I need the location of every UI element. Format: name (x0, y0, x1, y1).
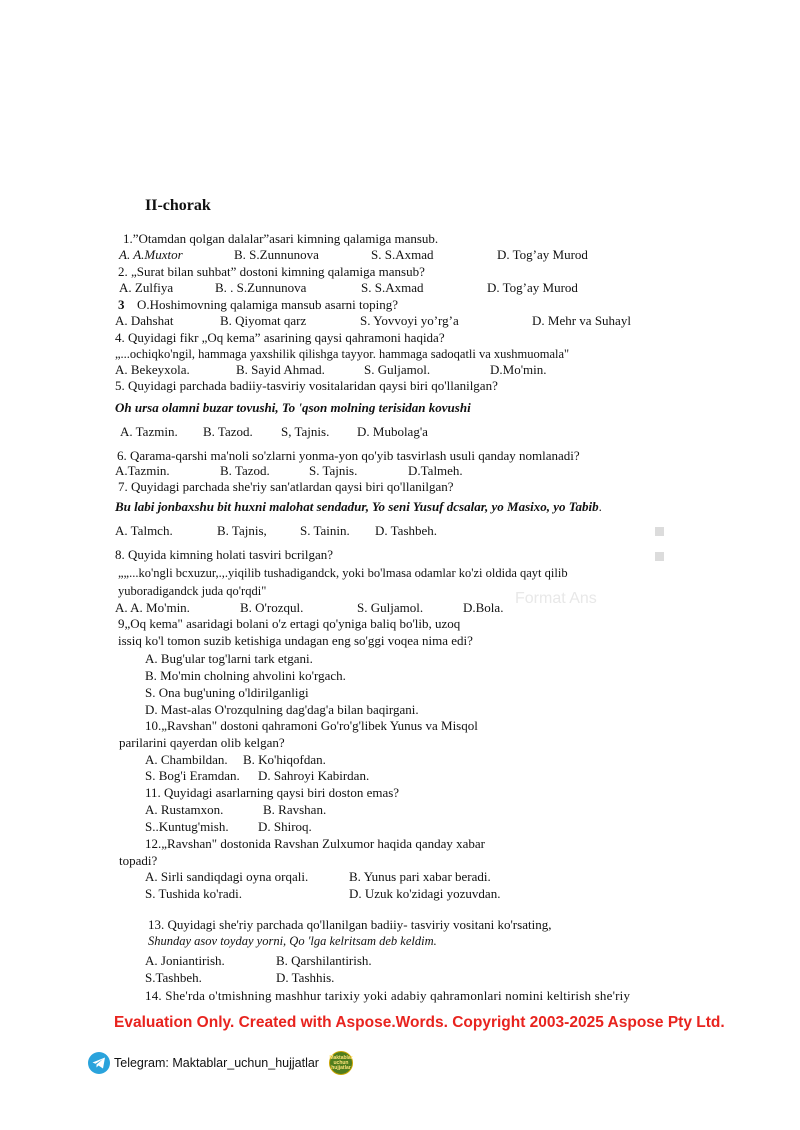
question-10-line-2: parilarini qayerdan olib kelgan? (119, 735, 285, 750)
q5-option-a: A. Tazmin. (120, 424, 178, 439)
telegram-channel-link[interactable]: Telegram: Maktablar_uchun_hujjatlar (114, 1056, 319, 1070)
q8-option-d: D.Bola. (463, 600, 504, 615)
question-9-line-1: 9„Oq kema" asaridagi bolani o'z ertagi qo'yniga baliq bo'lib, uzoq (118, 616, 461, 631)
q1-option-c: S. S.Axmad (371, 247, 434, 262)
q11-option-c: S..Kuntug'mish. (145, 819, 229, 834)
q5-quote: Oh ursa olamni buzar tovushi, To 'qson molning terisidan kovushi (115, 400, 471, 415)
question-5: 5. Quyidagi parchada badiiy-tasviriy vositalaridan qaysi biri qo'llanilgan? (115, 378, 498, 393)
q12-option-d: D. Uzuk ko'zidagi yozuvdan. (349, 886, 501, 901)
q9-option-c: S. Ona bug'uning o'ldirilganligi (145, 685, 309, 700)
q5-option-c: S, Tajnis. (281, 424, 330, 439)
q12-option-c: S. Tushida ko'radi. (145, 886, 242, 901)
question-12-line-2: topadi? (119, 853, 158, 868)
q11-option-b: B. Ravshan. (263, 802, 327, 817)
question-13: 13. Quyidagi she'riy parchada qo'llanilgan badiiy- tasviriy vositani ko'rsating, (148, 917, 552, 932)
question-6: 6. Qarama-qarshi ma'noli so'zlarni yonma-yon qo'yib tasvirlash usuli qanday nomlanadi? (117, 448, 580, 463)
q4-quote: „...ochiqko'ngil, hammaga yaxshilik qilishga tayyor. hammaga sadoqatli va xushmuomala" (115, 347, 570, 361)
question-9-line-2: issiq ko'l tomon suzib ketishiga undagan eng so'ggi voqea nima edi? (118, 633, 473, 648)
q4-option-b: B. Sayid Ahmad. (236, 362, 325, 377)
q3-option-b: B. Qiyomat qarz (220, 313, 307, 328)
question-8: 8. Quyida kimning holati tasviri bcrilgan? (115, 547, 334, 562)
q1-option-a: A. A.Muxtor (119, 247, 183, 262)
q13-option-d: D. Tashhis. (276, 970, 335, 985)
faint-square-mark (655, 552, 664, 561)
faint-square-mark (655, 527, 664, 536)
question-1: 1.”Otamdan qolgan dalalar”asari kimning qalamiga mansub. (123, 231, 439, 246)
q3-option-a: A. Dahshat (115, 313, 174, 328)
question-3: O.Hoshimovning qalamiga mansub asarni toping? (137, 297, 399, 312)
q8-quote-line-1: „„...ko'ngli bcxuzur,.,.yiqilib tushadigandck, yoki bo'lmasa odamlar ko'zi oldida qayt qilib (118, 566, 568, 580)
q7-option-d: D. Tashbeh. (375, 523, 438, 538)
q7-option-a: A. Talmch. (115, 523, 173, 538)
q3-option-c: S. Yovvoyi yo’rg’a (360, 313, 459, 328)
q8-option-b: B. O'rozqul. (240, 600, 304, 615)
q10-option-c: S. Bog'i Eramdan. (145, 768, 240, 783)
q11-option-d: D. Shiroq. (258, 819, 312, 834)
q6-option-b: B. Tazod. (220, 463, 270, 478)
q7-option-c: S. Tainin. (300, 523, 350, 538)
q12-option-b: B. Yunus pari xabar beradi. (349, 869, 491, 884)
q4-option-d: D.Mo'min. (490, 362, 547, 377)
q5-option-d: D. Mubolag'a (357, 424, 428, 439)
q7-quote: Bu labi jonbaxshu bit huxni malohat sendadur, Yo seni Yusuf dcsalar, yo Masixo, yo Tabib (115, 499, 599, 514)
question-2: 2. „Surat bilan suhbat” dostoni kimning qalamiga mansub? (118, 264, 425, 279)
question-14: 14. She'rda o'tmishning mashhur tarixiy yoki adabiy qahramonlari nomini keltirish she'riy (145, 988, 631, 1003)
q9-option-b: B. Mo'min cholning ahvolini ko'rgach. (145, 668, 346, 683)
q2-option-b: B. . S.Zunnunova (215, 280, 307, 295)
question-3-number: 3 (118, 297, 125, 312)
question-7: 7. Quyidagi parchada she'riy san'atlardan qaysi biri qo'llanilgan? (118, 479, 454, 494)
q4-option-a: A. Bekeyxola. (115, 362, 190, 377)
q9-option-d: D. Mast-alas O'rozqulning dag'dag'a bilan baqirgani. (145, 702, 419, 717)
q4-option-c: S. Guljamol. (364, 362, 431, 377)
page-title: II-chorak (145, 197, 211, 214)
faint-background-watermark: Format Ans (515, 590, 597, 607)
q2-option-c: S. S.Axmad (361, 280, 424, 295)
channel-logo: Maktablar uchun hujjatlar (329, 1051, 353, 1075)
question-11: 11. Quyidagi asarlarning qaysi biri doston emas? (145, 785, 400, 800)
q9-option-a: A. Bug'ular tog'larni tark etgani. (145, 651, 313, 666)
q3-option-d: D. Mehr va Suhayl (532, 313, 631, 328)
q7-quote-period: . (598, 499, 602, 514)
q8-option-a: A. A. Mo'min. (115, 600, 190, 615)
q6-option-a: A.Tazmin. (115, 463, 170, 478)
q13-quote: Shunday asov toyday yorni, Qo 'lga kelritsam deb keldim. (148, 934, 437, 948)
q13-option-c: S.Tashbeh. (145, 970, 202, 985)
q13-option-b: B. Qarshilantirish. (276, 953, 372, 968)
q2-option-a: A. Zulfiya (119, 280, 174, 295)
q10-option-a: A. Chambildan. (145, 752, 228, 767)
question-4: 4. Quyidagi fikr „Oq kema” asarining qaysi qahramoni haqida? (115, 330, 445, 345)
q1-option-b: B. S.Zunnunova (234, 247, 319, 262)
q6-option-d: D.Talmeh. (408, 463, 463, 478)
q6-option-c: S. Tajnis. (309, 463, 358, 478)
question-10-line-1: 10.„Ravshan" dostoni qahramoni Go'ro'g'libek Yunus va Misqol (145, 718, 478, 733)
q1-option-d: D. Tog’ay Murod (497, 247, 588, 262)
telegram-icon[interactable] (88, 1052, 110, 1074)
footer (88, 1050, 353, 1076)
q7-quote-line (115, 499, 602, 515)
question-12-line-1: 12.„Ravshan" dostonida Ravshan Zulxumor haqida qanday xabar (145, 836, 485, 851)
q10-option-b: B. Ko'hiqofdan. (243, 752, 326, 767)
q2-option-d: D. Tog’ay Murod (487, 280, 578, 295)
q13-option-a: A. Joniantirish. (145, 953, 225, 968)
q11-option-a: A. Rustamxon. (145, 802, 224, 817)
q12-option-a: A. Sirli sandiqdagi oyna orqali. (145, 869, 309, 884)
q8-quote-line-2: yuboradigandck juda qo'rqdi" (118, 584, 267, 598)
q5-option-b: B. Tazod. (203, 424, 253, 439)
q8-option-c: S. Guljamol. (357, 600, 424, 615)
q10-option-d: D. Sahroyi Kabirdan. (258, 768, 370, 783)
evaluation-watermark: Evaluation Only. Created with Aspose.Words. Copyright 2003-2025 Aspose Pty Ltd. (114, 1014, 725, 1031)
q7-option-b: B. Tajnis, (217, 523, 267, 538)
